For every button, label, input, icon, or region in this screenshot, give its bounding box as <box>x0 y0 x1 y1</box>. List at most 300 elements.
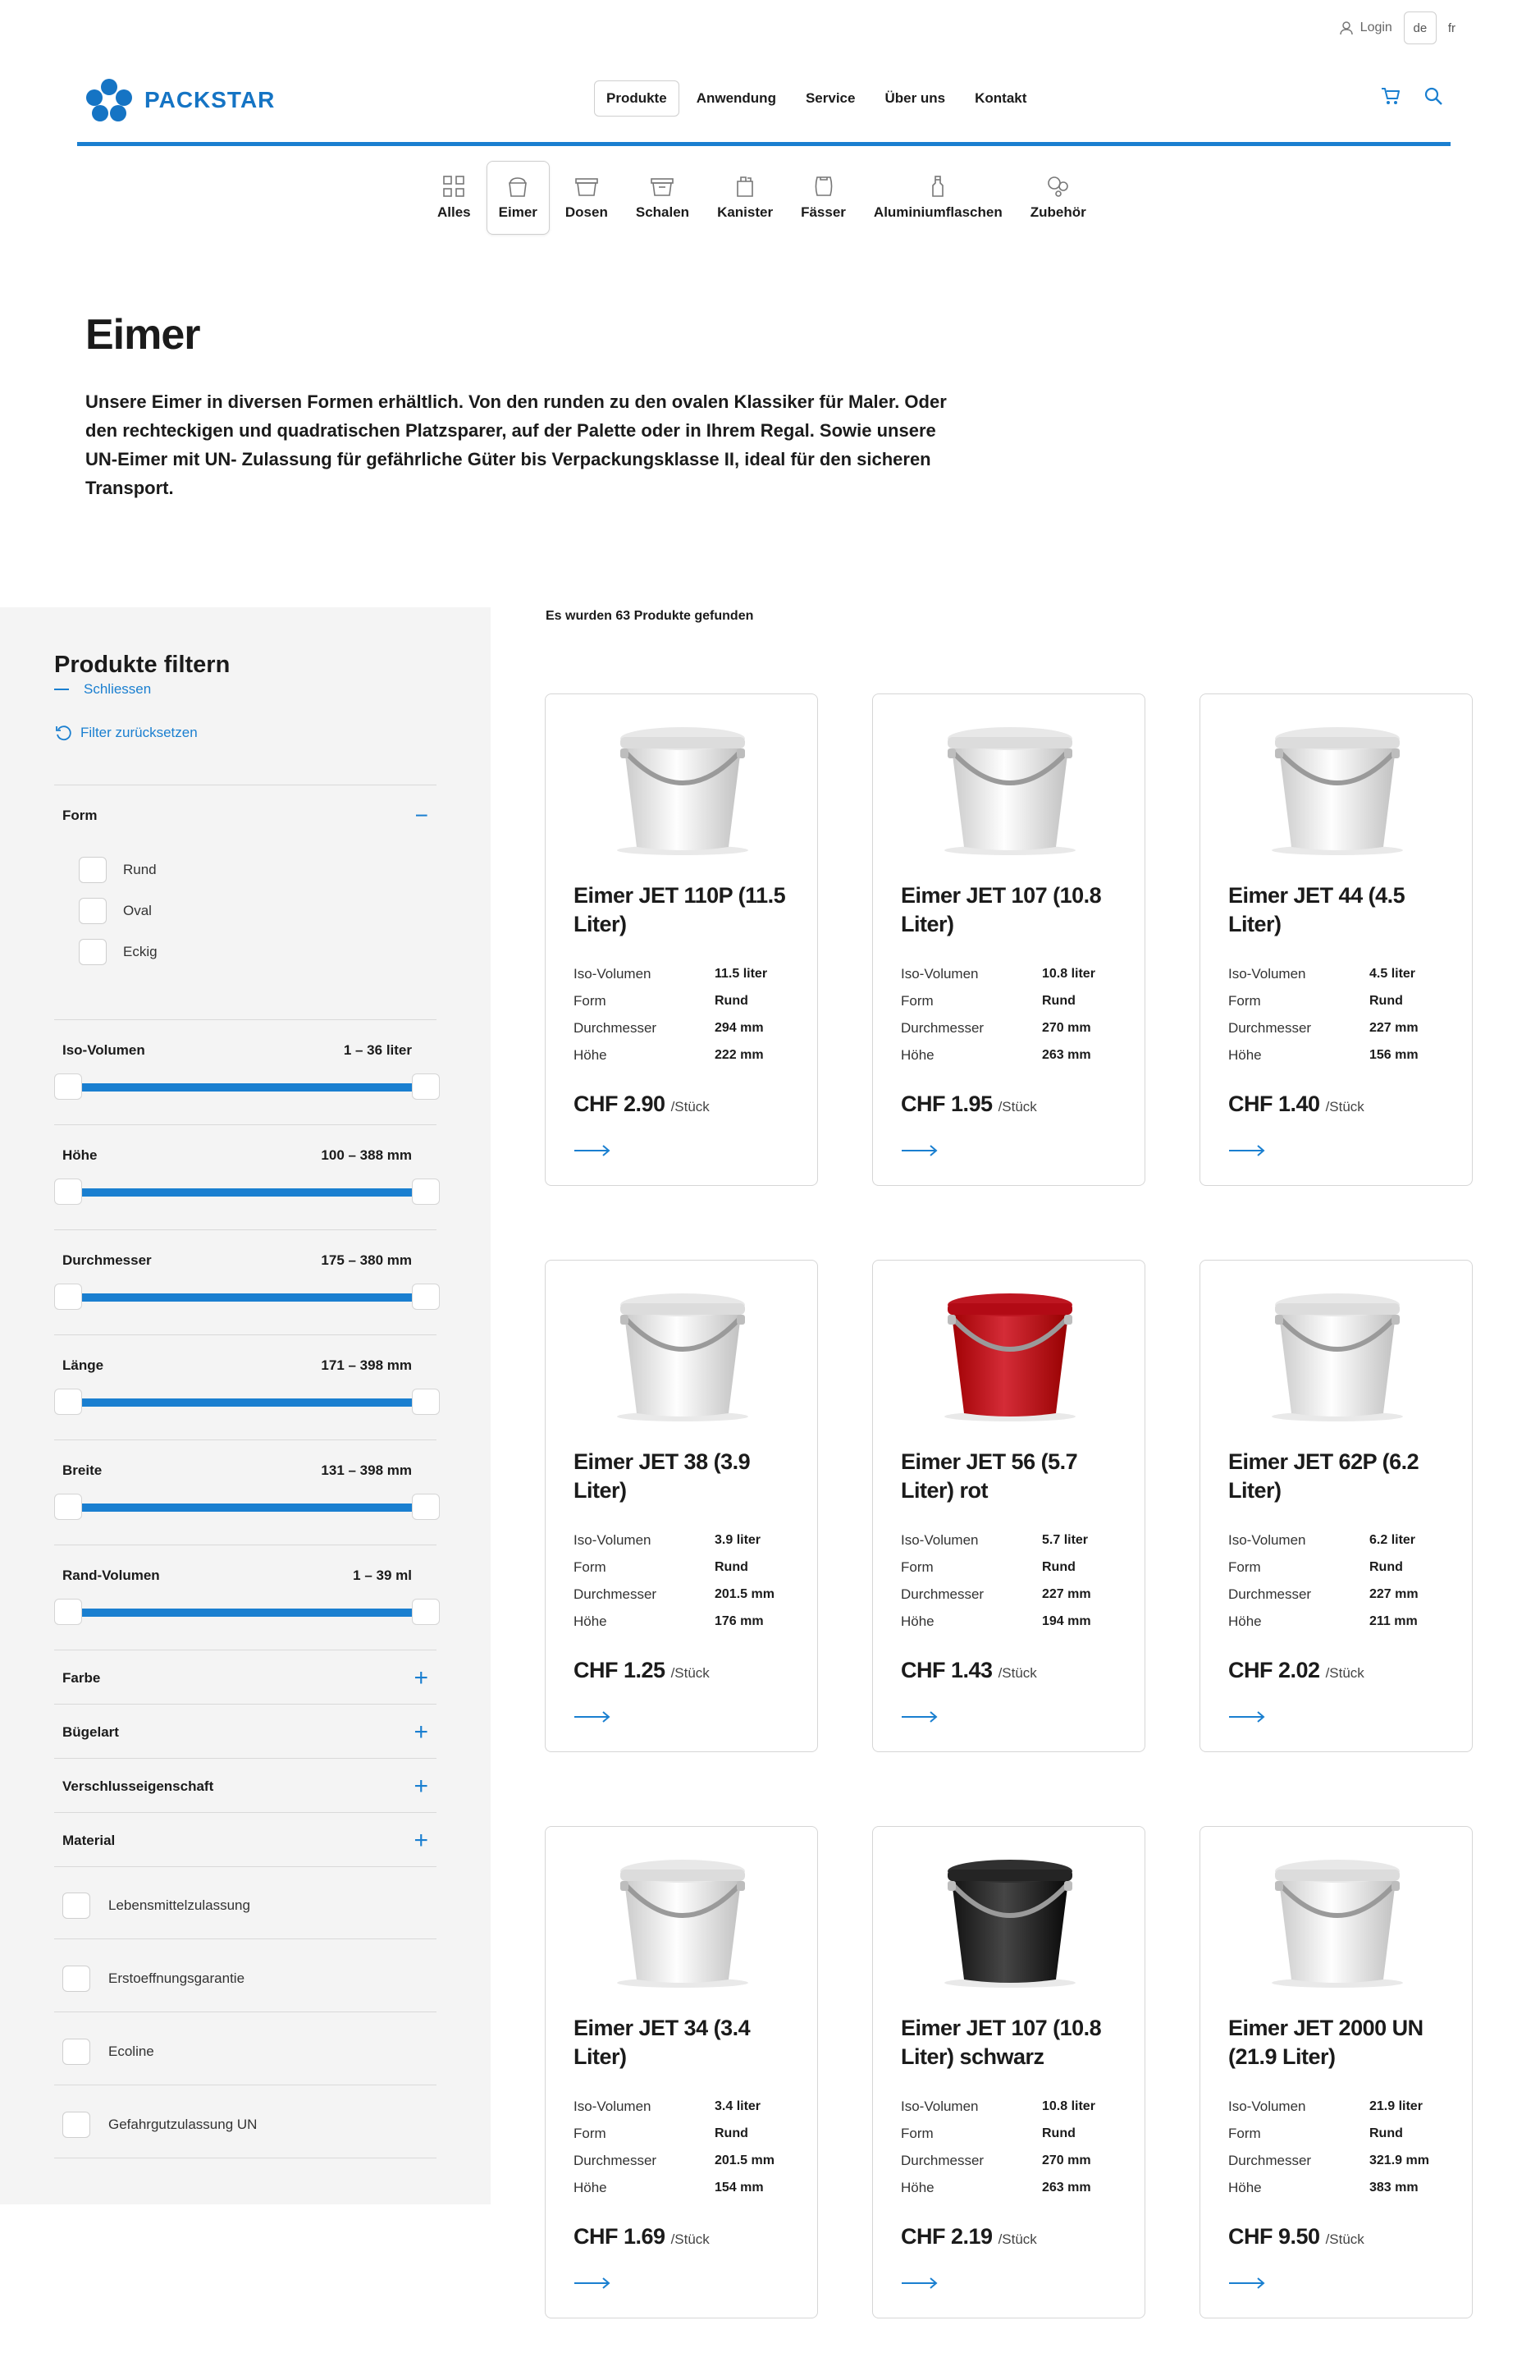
plus-icon: + <box>414 1719 428 1746</box>
arrow-right-icon[interactable] <box>574 1144 611 1157</box>
category-label: Dosen <box>564 204 608 220</box>
filter-title: Produkte filtern <box>54 652 231 678</box>
spec-volume <box>1228 960 1458 987</box>
bucket-image-icon <box>1247 709 1428 857</box>
spec-value: 10.8 liter <box>1042 2099 1095 2113</box>
spec-form <box>1228 1554 1458 1581</box>
product-price <box>901 2224 1037 2250</box>
arrow-right-icon[interactable] <box>901 1710 939 1723</box>
product-price <box>574 1658 710 1683</box>
product-title[interactable]: Eimer JET 110P (11.5 Liter) <box>574 883 786 936</box>
header-icons <box>1380 85 1444 107</box>
arrow-right-icon[interactable] <box>1228 1144 1266 1157</box>
category-label: Alles <box>437 204 471 220</box>
product-specs <box>574 1526 803 1635</box>
category-bar <box>425 161 1099 235</box>
category-dosen[interactable] <box>553 161 620 235</box>
slider-handle-min[interactable] <box>54 1494 82 1520</box>
logo-wordmark: PACKSTAR <box>144 87 276 112</box>
range-value: 1 – 39 ml <box>353 1568 412 1583</box>
filter-verschluss-toggle[interactable] <box>62 1774 428 1799</box>
category-alles[interactable] <box>425 161 483 235</box>
tray-icon <box>650 175 674 198</box>
spec-diameter <box>901 1581 1131 1608</box>
spec-diameter <box>574 1581 803 1608</box>
spec-label: Form <box>574 1558 606 1575</box>
spec-height <box>574 1608 803 1635</box>
bucket-image-icon <box>920 709 1100 857</box>
filter-lebensmittel[interactable] <box>62 1893 250 1919</box>
spec-label: Höhe <box>574 1613 607 1629</box>
spec-value: 227 mm <box>1369 1020 1419 1035</box>
slider-handle-min[interactable] <box>54 1073 82 1100</box>
product-specs <box>1228 2093 1458 2201</box>
product-image <box>546 1275 819 1423</box>
price-unit: /Stück <box>670 1665 710 1681</box>
spec-value: 3.4 liter <box>715 2099 761 2113</box>
logo[interactable] <box>85 77 275 123</box>
range-label: Länge <box>62 1357 104 1373</box>
nav-produkte[interactable]: Produkte <box>594 80 679 117</box>
main-nav <box>594 80 1039 117</box>
spec-value: Rund <box>1042 1559 1076 1574</box>
spec-diameter <box>1228 1581 1458 1608</box>
bucket-image-icon <box>920 1275 1100 1423</box>
filter-material-toggle[interactable] <box>62 1828 428 1853</box>
spec-height <box>1228 2174 1458 2201</box>
spec-volume <box>574 1526 803 1554</box>
arrow-right-icon[interactable] <box>574 1710 611 1723</box>
checkbox[interactable] <box>62 1966 90 1992</box>
spec-value: 222 mm <box>715 1047 764 1062</box>
login-link[interactable] <box>1339 21 1392 35</box>
spec-value: Rund <box>1042 2126 1076 2140</box>
range-breite-header <box>62 1462 412 1479</box>
spec-label: Höhe <box>901 1613 935 1629</box>
spec-value: Rund <box>715 993 748 1008</box>
range-slider-durchmesser[interactable] <box>54 1284 440 1308</box>
product-card-3[interactable] <box>1200 693 1473 1186</box>
slider-handle-max[interactable] <box>412 1599 440 1625</box>
spec-value: 211 mm <box>1369 1613 1418 1628</box>
category-schalen[interactable] <box>624 161 701 235</box>
spec-label: Höhe <box>1228 1046 1262 1063</box>
cart-icon[interactable] <box>1380 85 1401 107</box>
spec-label: Iso-Volumen <box>901 965 979 982</box>
product-specs <box>574 2093 803 2201</box>
range-label: Höhe <box>62 1147 98 1163</box>
spec-form <box>1228 2120 1458 2147</box>
spec-value: Rund <box>1369 2126 1403 2140</box>
spec-form <box>574 987 803 1014</box>
product-card-5[interactable] <box>872 1260 1145 1752</box>
divider <box>54 1439 436 1440</box>
product-image <box>546 709 819 857</box>
spec-value: 4.5 liter <box>1369 966 1416 981</box>
price-amount: CHF 1.95 <box>901 1092 993 1116</box>
price-amount: CHF 1.43 <box>901 1658 993 1682</box>
filter-gefahrgut[interactable] <box>62 2112 257 2138</box>
spec-volume <box>574 960 803 987</box>
range-value: 1 – 36 liter <box>343 1042 412 1058</box>
price-unit: /Stück <box>1325 1099 1364 1114</box>
arrow-right-icon[interactable] <box>574 2277 611 2290</box>
spec-value: Rund <box>1369 993 1403 1008</box>
checkbox[interactable] <box>62 2112 90 2138</box>
spec-height <box>1228 1041 1458 1069</box>
spec-label: Iso-Volumen <box>574 1531 651 1548</box>
price-amount: CHF 1.25 <box>574 1658 665 1682</box>
product-specs <box>1228 1526 1458 1635</box>
slider-track <box>64 1083 430 1092</box>
product-title[interactable]: Eimer JET 2000 UN (21.9 Liter) <box>1228 2016 1423 2069</box>
product-specs <box>901 2093 1131 2201</box>
product-card-4[interactable] <box>545 1260 818 1752</box>
range-label: Breite <box>62 1462 103 1478</box>
spec-value: 194 mm <box>1042 1613 1091 1628</box>
product-image <box>873 709 1146 857</box>
reset-icon <box>54 724 72 742</box>
logo-mark-icon <box>85 77 133 123</box>
check-label: Erstoeffnungsgarantie <box>108 1970 245 1986</box>
divider <box>54 1229 436 1230</box>
category-label: Eimer <box>498 204 537 220</box>
spec-value: 383 mm <box>1369 2180 1419 2195</box>
spec-diameter <box>901 2147 1131 2174</box>
spec-value: 227 mm <box>1369 1586 1419 1601</box>
slider-track <box>64 1398 430 1407</box>
product-title[interactable]: Eimer JET 44 (4.5 Liter) <box>1228 883 1405 936</box>
category-aluminiumflaschen[interactable] <box>861 161 1015 235</box>
price-amount: CHF 2.90 <box>574 1092 665 1116</box>
filter-toggle-label: Material <box>62 1833 116 1848</box>
slider-handle-max[interactable] <box>412 1179 440 1205</box>
arrow-right-icon[interactable] <box>1228 2277 1266 2290</box>
filter-toggle-label: Verschlusseigenschaft <box>62 1778 214 1794</box>
can-icon <box>574 175 599 198</box>
spec-label: Iso-Volumen <box>1228 1531 1306 1548</box>
bucket-image-icon <box>592 1275 773 1423</box>
price-unit: /Stück <box>1325 2231 1364 2247</box>
minus-icon <box>54 689 69 690</box>
lang-de-button[interactable]: de <box>1404 11 1437 44</box>
product-price <box>901 1092 1037 1117</box>
filter-close-label: Schliessen <box>84 681 152 697</box>
range-value: 100 – 388 mm <box>321 1147 412 1163</box>
filter-erstoeffnung[interactable] <box>62 1966 244 1992</box>
spec-label: Durchmesser <box>1228 1019 1312 1036</box>
spec-label: Höhe <box>574 1046 607 1063</box>
spec-value: 201.5 mm <box>715 1586 775 1601</box>
product-price <box>574 2224 710 2250</box>
filter-form-label: Form <box>62 808 98 823</box>
spec-label: Iso-Volumen <box>1228 965 1306 982</box>
category-label: Schalen <box>635 204 690 220</box>
nav-ueber-uns[interactable]: Über uns <box>884 90 946 106</box>
option-label: Rund <box>123 862 157 877</box>
range-rand-volumen-header <box>62 1568 412 1584</box>
filter-sidebar <box>0 607 491 2204</box>
product-card-8[interactable] <box>872 1826 1145 2318</box>
bucket-icon <box>506 175 529 198</box>
spec-form <box>574 2120 803 2147</box>
spec-value: 321.9 mm <box>1369 2153 1429 2167</box>
spec-value: Rund <box>1042 993 1076 1008</box>
divider <box>54 1866 436 1867</box>
range-value: 131 – 398 mm <box>321 1462 412 1478</box>
spec-diameter <box>574 2147 803 2174</box>
spec-label: Form <box>1228 992 1261 1009</box>
category-label: Aluminiumflaschen <box>873 204 1003 220</box>
spec-value: 11.5 liter <box>715 966 768 981</box>
filter-reset-link[interactable] <box>54 724 198 742</box>
price-amount: CHF 1.69 <box>574 2224 665 2249</box>
slider-handle-max[interactable] <box>412 1284 440 1310</box>
spec-label: Durchmesser <box>1228 1586 1312 1602</box>
plus-icon: + <box>414 1827 428 1854</box>
form-option-oval[interactable] <box>79 898 152 924</box>
spec-value: 5.7 liter <box>1042 1532 1089 1547</box>
category-faesser[interactable] <box>788 161 858 235</box>
spec-value: 263 mm <box>1042 1047 1091 1062</box>
accessory-icon <box>1046 175 1071 198</box>
check-label: Lebensmittelzulassung <box>108 1897 250 1913</box>
spec-label: Höhe <box>901 2179 935 2195</box>
product-card-9[interactable] <box>1200 1826 1473 2318</box>
divider <box>54 1812 436 1813</box>
filter-form-header[interactable] <box>62 804 428 827</box>
spec-value: 227 mm <box>1042 1586 1091 1601</box>
product-image <box>546 1842 819 1989</box>
product-title[interactable]: Eimer JET 56 (5.7 Liter) rot <box>901 1449 1078 1503</box>
spec-label: Form <box>901 2125 934 2141</box>
filter-toggle-label: Bügelart <box>62 1724 119 1740</box>
spec-value: Rund <box>715 2126 748 2140</box>
check-label: Gefahrgutzulassung UN <box>108 2117 258 2132</box>
spec-height <box>901 2174 1131 2201</box>
price-unit: /Stück <box>998 2231 1037 2247</box>
range-label: Durchmesser <box>62 1252 152 1268</box>
option-label: Oval <box>123 903 152 918</box>
price-unit: /Stück <box>998 1665 1037 1681</box>
slider-track <box>64 1504 430 1512</box>
form-option-eckig[interactable] <box>79 939 158 965</box>
product-specs <box>901 1526 1131 1635</box>
divider <box>54 1124 436 1125</box>
spec-value: 176 mm <box>715 1613 764 1628</box>
slider-handle-max[interactable] <box>412 1073 440 1100</box>
spec-label: Höhe <box>574 2179 607 2195</box>
spec-label: Form <box>574 2125 606 2141</box>
category-eimer[interactable] <box>487 161 550 235</box>
spec-form <box>901 2120 1131 2147</box>
checkbox[interactable] <box>79 857 107 883</box>
product-card-6[interactable] <box>1200 1260 1473 1752</box>
product-specs <box>1228 960 1458 1069</box>
spec-value: 270 mm <box>1042 2153 1091 2167</box>
spec-label: Durchmesser <box>574 2152 657 2168</box>
spec-value: 3.9 liter <box>715 1532 761 1547</box>
slider-handle-min[interactable] <box>54 1179 82 1205</box>
product-title[interactable]: Eimer JET 34 (3.4 Liter) <box>574 2016 751 2069</box>
spec-value: Rund <box>715 1559 748 1574</box>
spec-value: 21.9 liter <box>1369 2099 1423 2113</box>
product-title[interactable]: Eimer JET 107 (10.8 Liter) schwarz <box>901 2016 1102 2069</box>
slider-handle-min[interactable] <box>54 1599 82 1625</box>
category-kanister[interactable] <box>705 161 785 235</box>
slider-handle-min[interactable] <box>54 1389 82 1415</box>
product-specs <box>574 960 803 1069</box>
canister-icon <box>733 175 756 198</box>
spec-label: Durchmesser <box>901 1586 985 1602</box>
spec-label: Durchmesser <box>901 2152 985 2168</box>
spec-volume <box>1228 1526 1458 1554</box>
product-image <box>873 1842 1146 1989</box>
product-card-1[interactable] <box>545 693 818 1186</box>
spec-label: Durchmesser <box>574 1586 657 1602</box>
checkbox[interactable] <box>79 939 107 965</box>
arrow-right-icon[interactable] <box>901 2277 939 2290</box>
divider <box>54 1758 436 1759</box>
range-hoehe-header <box>62 1147 412 1164</box>
spec-label: Iso-Volumen <box>574 2098 651 2114</box>
spec-volume <box>901 1526 1131 1554</box>
plus-icon: + <box>414 1664 428 1691</box>
spec-diameter <box>1228 1014 1458 1041</box>
filter-farbe-toggle[interactable] <box>62 1666 428 1691</box>
product-image <box>873 1275 1146 1423</box>
spec-diameter <box>1228 2147 1458 2174</box>
spec-height <box>574 2174 803 2201</box>
bucket-image-icon <box>1247 1842 1428 1989</box>
filter-close-link[interactable] <box>54 681 151 698</box>
category-label: Fässer <box>801 204 846 220</box>
spec-value: 263 mm <box>1042 2180 1091 2195</box>
product-price <box>574 1092 710 1117</box>
lang-fr-button[interactable]: fr <box>1447 21 1455 35</box>
range-slider-breite[interactable] <box>54 1494 440 1518</box>
slider-handle-max[interactable] <box>412 1389 440 1415</box>
divider <box>54 1334 436 1335</box>
spec-form <box>901 987 1131 1014</box>
bucket-image-icon <box>592 1842 773 1989</box>
spec-volume <box>1228 2093 1458 2120</box>
arrow-right-icon[interactable] <box>901 1144 939 1157</box>
filter-ecoline[interactable] <box>62 2039 154 2065</box>
checkbox[interactable] <box>62 2039 90 2065</box>
spec-value: 270 mm <box>1042 1020 1091 1035</box>
checkbox[interactable] <box>79 898 107 924</box>
spec-label: Durchmesser <box>574 1019 657 1036</box>
nav-service[interactable]: Service <box>805 90 856 106</box>
range-iso-volumen-header <box>62 1042 412 1059</box>
spec-diameter <box>901 1014 1131 1041</box>
price-amount: CHF 1.40 <box>1228 1092 1320 1116</box>
utility-bar <box>1339 11 1455 44</box>
spec-height <box>901 1041 1131 1069</box>
category-label: Zubehör <box>1030 204 1086 220</box>
spec-diameter <box>574 1014 803 1041</box>
spec-label: Form <box>901 1558 934 1575</box>
slider-handle-max[interactable] <box>412 1494 440 1520</box>
site-header <box>77 71 1451 146</box>
login-label: Login <box>1359 21 1392 34</box>
slider-track <box>64 1609 430 1617</box>
range-slider-laenge[interactable] <box>54 1389 440 1413</box>
range-slider-iso-volumen[interactable] <box>54 1073 440 1098</box>
divider <box>54 1938 436 1939</box>
search-icon[interactable] <box>1423 85 1444 107</box>
product-title[interactable]: Eimer JET 38 (3.9 Liter) <box>574 1449 751 1503</box>
price-unit: /Stück <box>670 2231 710 2247</box>
nav-anwendung[interactable]: Anwendung <box>696 90 776 106</box>
spec-form <box>574 1554 803 1581</box>
spec-height <box>901 1608 1131 1635</box>
range-laenge-header <box>62 1357 412 1374</box>
product-title[interactable]: Eimer JET 107 (10.8 Liter) <box>901 883 1102 936</box>
product-image <box>1200 709 1474 857</box>
checkbox[interactable] <box>62 1893 90 1919</box>
product-title[interactable]: Eimer JET 62P (6.2 Liter) <box>1228 1449 1419 1503</box>
product-image <box>1200 1275 1474 1423</box>
spec-value: 294 mm <box>715 1020 764 1035</box>
bucket-image-icon <box>592 709 773 857</box>
slider-track <box>64 1293 430 1302</box>
spec-volume <box>901 2093 1131 2120</box>
product-card-2[interactable] <box>872 693 1145 1186</box>
divider <box>54 1704 436 1705</box>
price-amount: CHF 2.02 <box>1228 1658 1320 1682</box>
spec-height <box>1228 1608 1458 1635</box>
range-slider-rand-volumen[interactable] <box>54 1599 440 1623</box>
spec-value: Rund <box>1369 1559 1403 1574</box>
range-value: 175 – 380 mm <box>321 1252 412 1268</box>
filter-toggle-label: Farbe <box>62 1670 101 1686</box>
nav-kontakt[interactable]: Kontakt <box>975 90 1027 106</box>
product-card-7[interactable] <box>545 1826 818 2318</box>
spec-value: 201.5 mm <box>715 2153 775 2167</box>
filter-buegelart-toggle[interactable] <box>62 1720 428 1745</box>
filter-reset-label: Filter zurücksetzen <box>80 725 198 740</box>
barrel-icon <box>812 175 835 198</box>
spec-value: 156 mm <box>1369 1047 1419 1062</box>
product-grid <box>545 693 1474 2318</box>
slider-handle-min[interactable] <box>54 1284 82 1310</box>
spec-label: Iso-Volumen <box>901 2098 979 2114</box>
spec-label: Durchmesser <box>901 1019 985 1036</box>
range-slider-hoehe[interactable] <box>54 1179 440 1203</box>
form-option-rund[interactable] <box>79 857 157 883</box>
spec-label: Durchmesser <box>1228 2152 1312 2168</box>
price-amount: CHF 2.19 <box>901 2224 993 2249</box>
category-zubehoer[interactable] <box>1018 161 1099 235</box>
bucket-image-icon <box>920 1842 1100 1989</box>
spec-label: Form <box>574 992 606 1009</box>
user-icon <box>1339 21 1354 35</box>
bucket-image-icon <box>1247 1275 1428 1423</box>
arrow-right-icon[interactable] <box>1228 1710 1266 1723</box>
spec-form <box>1228 987 1458 1014</box>
spec-volume <box>574 2093 803 2120</box>
spec-label: Höhe <box>1228 1613 1262 1629</box>
collapse-icon: − <box>414 803 428 828</box>
spec-volume <box>901 960 1131 987</box>
range-durchmesser-header <box>62 1252 412 1269</box>
product-price <box>901 1658 1037 1683</box>
spec-value: 154 mm <box>715 2180 764 2195</box>
product-price <box>1228 1658 1364 1683</box>
spec-value: 6.2 liter <box>1369 1532 1416 1547</box>
